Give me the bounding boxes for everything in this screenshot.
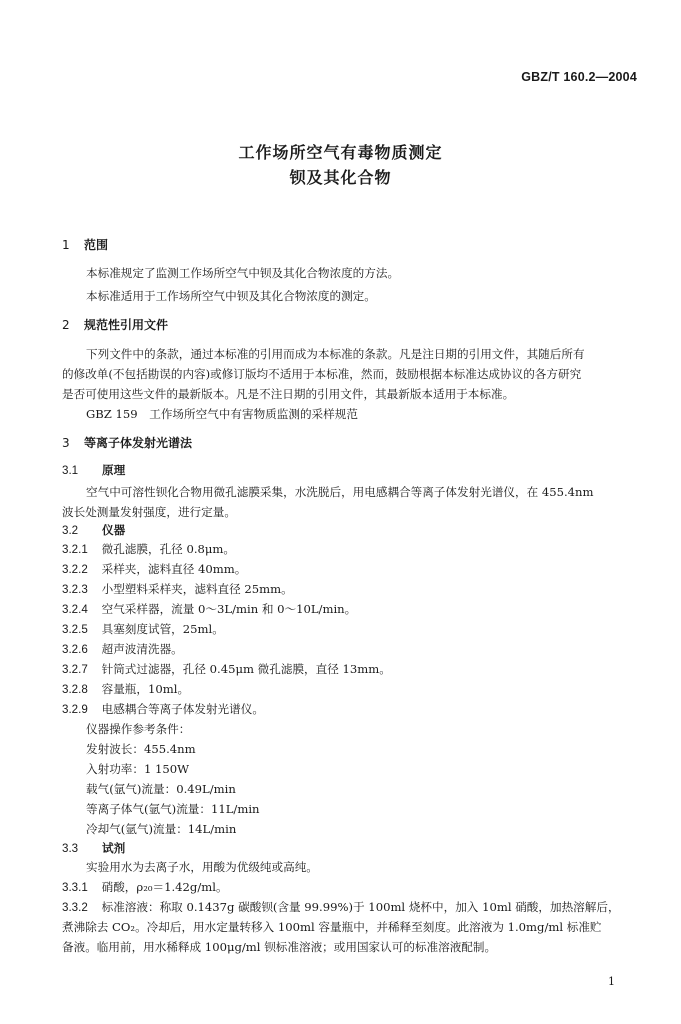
item-text: 空气采样器，流量 0～3L/min 和 0～10L/min。 <box>101 602 357 616</box>
item-number: 3.2.2 <box>62 563 88 576</box>
condition-line: 等离子体气(氩气)流量：11L/min <box>86 802 260 816</box>
paragraph: 空气中可溶性钡化合物用微孔滤膜采集，水洗脱后，用电感耦合等离子体发射光谱仪，在 455.4nm <box>86 485 594 499</box>
section-number: 3 <box>62 436 70 450</box>
subsection-title: 原理 <box>102 463 126 477</box>
item-text: 小型塑料采样夹，滤料直径 25mm。 <box>101 582 293 596</box>
standard-code: GBZ/T 160.2—2004 <box>521 70 637 84</box>
section-1-heading <box>62 236 108 253</box>
paragraph: 波长处测量发射强度，进行定量。 <box>62 505 236 519</box>
item-number: 3.2.1 <box>62 543 88 556</box>
section-3-heading <box>62 434 192 451</box>
subsection-number: 3.3 <box>62 842 79 855</box>
item-number: 3.2.6 <box>62 643 88 656</box>
subsection-number: 3.2 <box>62 524 79 537</box>
paragraph: 下列文件中的条款，通过本标准的引用而成为本标准的条款。凡是注日期的引用文件，其随后所有 <box>86 347 585 361</box>
section-number: 1 <box>62 238 70 252</box>
condition-line: 载气(氩气)流量：0.49L/min <box>86 782 236 796</box>
condition-line: 仪器操作参考条件： <box>86 722 191 736</box>
item-text: 超声波清洗器。 <box>101 642 183 656</box>
list-item <box>62 641 183 657</box>
condition-line: 冷却气(氩气)流量：14L/min <box>86 822 237 836</box>
section-title: 等离子体发射光谱法 <box>84 436 193 450</box>
reference-item: GBZ 159 工作场所空气中有害物质监测的采样规范 <box>86 407 358 421</box>
paragraph: 煮沸除去 CO₂。冷却后，用水定量转移入 100ml 容量瓶中，并稀释至刻度。此溶液为 1.0mg/ml 标准贮 <box>62 920 602 934</box>
item-number: 3.2.8 <box>62 683 88 696</box>
item-text: 容量瓶，10ml。 <box>101 682 190 696</box>
section-title: 规范性引用文件 <box>84 318 169 332</box>
item-number: 3.3.1 <box>62 881 88 894</box>
condition-line: 入射功率：1 150W <box>86 762 190 776</box>
condition-line: 发射波长：455.4nm <box>86 742 196 756</box>
list-item <box>62 581 293 597</box>
item-number: 3.2.5 <box>62 623 88 636</box>
list-item <box>62 541 235 557</box>
list-item <box>62 601 356 617</box>
subsection-title: 试剂 <box>102 841 126 855</box>
item-number: 3.2.3 <box>62 583 88 596</box>
item-text: 采样夹，滤料直径 40mm。 <box>101 562 247 576</box>
subsection-title: 仪器 <box>102 523 126 537</box>
paragraph: 备液。临用前，用水稀释成 100μg/ml 钡标准溶液；或用国家认可的标准溶液配制。 <box>62 940 497 954</box>
section-2-heading <box>62 316 168 333</box>
subsection-number: 3.1 <box>62 464 79 477</box>
list-item <box>62 681 189 697</box>
item-number: 3.2.7 <box>62 663 88 676</box>
paragraph: 是否可使用这些文件的最新版本。凡是不注日期的引用文件，其最新版本适用于本标准。 <box>62 387 515 401</box>
item-number: 3.3.2 <box>62 901 88 914</box>
item-text: 微孔滤膜，孔径 0.8μm。 <box>101 542 236 556</box>
paragraph: 实验用水为去离子水，用酸为优级纯或高纯。 <box>86 860 318 874</box>
list-item <box>62 661 391 677</box>
list-item <box>62 701 264 717</box>
item-number: 3.2.4 <box>62 603 88 616</box>
subsection-3-1 <box>62 462 125 478</box>
list-item <box>62 879 228 895</box>
paragraph: 本标准适用于工作场所空气中钡及其化合物浓度的测定。 <box>86 289 376 303</box>
item-text: 电感耦合等离子体发射光谱仪。 <box>101 702 264 716</box>
list-item <box>62 561 246 577</box>
page-number: 1 <box>608 975 615 988</box>
subsection-3-3 <box>62 840 125 856</box>
list-item <box>62 899 620 915</box>
item-text: 具塞刻度试管，25ml。 <box>101 622 224 636</box>
document-title: 工作场所空气有毒物质测定 <box>238 143 443 162</box>
paragraph: 的修改单(不包括勘误的内容)或修订版均不适用于本标准，然而，鼓励根据本标准达成协议的各方研究 <box>62 367 582 381</box>
paragraph: 本标准规定了监测工作场所空气中钡及其化合物浓度的方法。 <box>86 266 400 280</box>
section-title: 范围 <box>84 238 109 252</box>
section-number: 2 <box>62 318 70 332</box>
subsection-3-2 <box>62 522 125 538</box>
document-subtitle: 钡及其化合物 <box>289 168 392 187</box>
list-item <box>62 621 224 637</box>
item-number: 3.2.9 <box>62 703 88 716</box>
item-text: 硝酸，ρ₂₀＝1.42g/ml。 <box>101 880 228 894</box>
item-text: 针筒式过滤器，孔径 0.45μm 微孔滤膜，直径 13mm。 <box>101 662 391 676</box>
item-text: 标准溶液：称取 0.1437g 碳酸钡(含量 99.99%)于 100ml 烧杯中，加入 10ml 硝酸，加热溶解后， <box>101 900 620 914</box>
